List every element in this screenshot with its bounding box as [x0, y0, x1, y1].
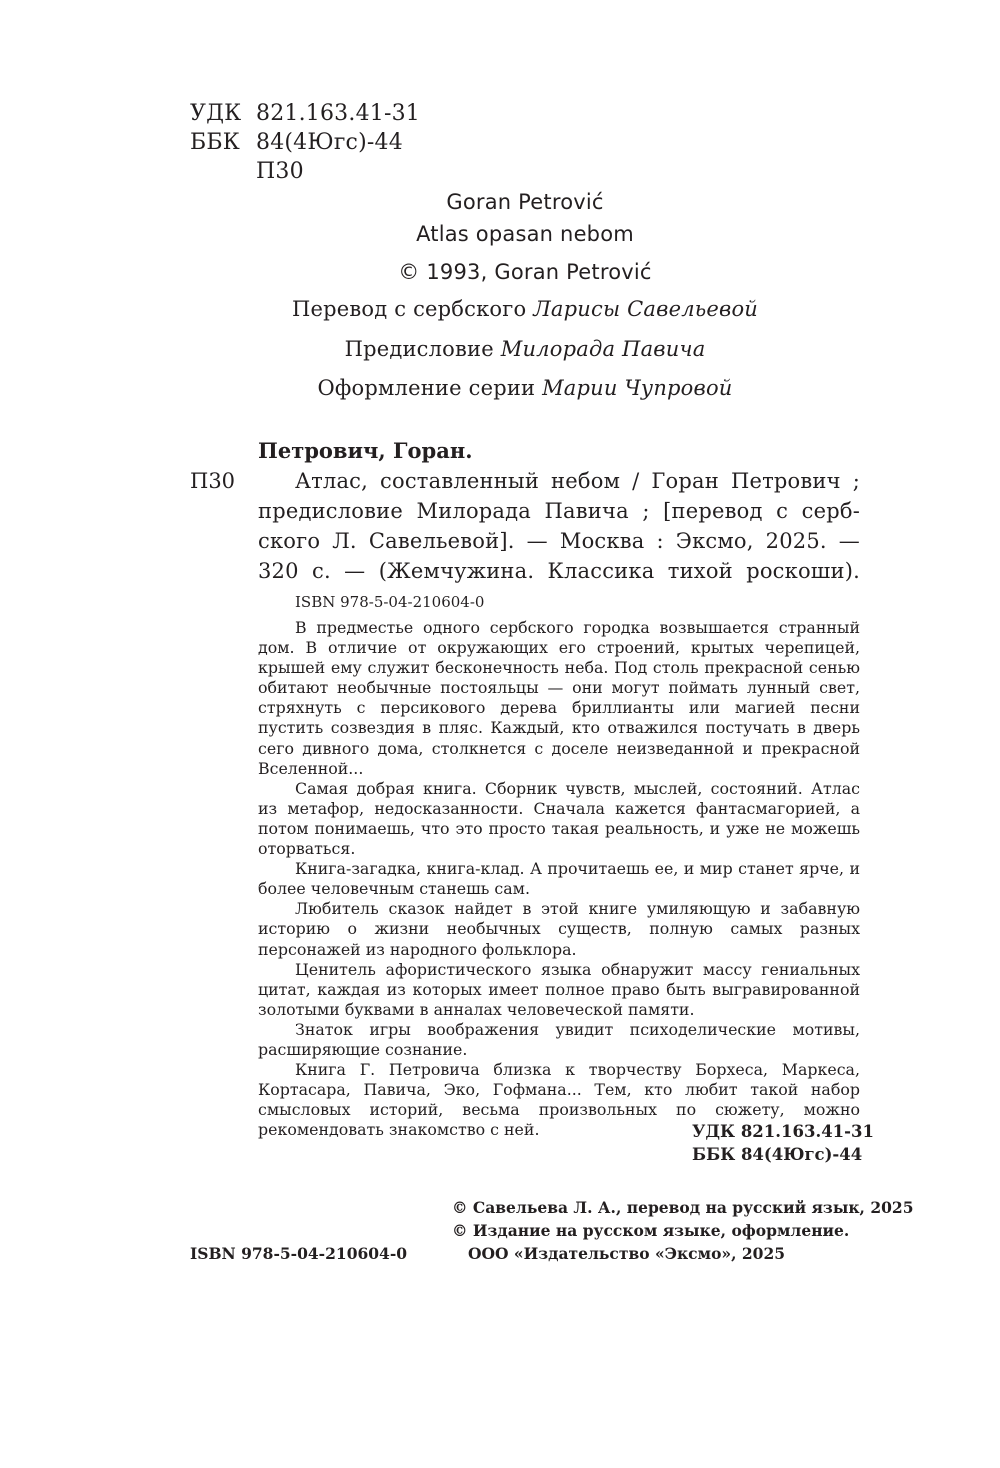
author-mark: П30 — [256, 159, 304, 184]
bbk-line — [190, 128, 403, 157]
annotation-paragraph: Любитель сказок найдет в этой книге умиляющую и забавную историю о жизни необычных существ, полную самых разных персонажей из народного фольклора. — [258, 899, 860, 959]
udk-key: УДК — [190, 101, 242, 126]
foreword-prefix: Предисловие — [344, 337, 501, 361]
design-prefix: Оформление серии — [317, 376, 543, 400]
foreword-credit — [190, 330, 860, 369]
bbk-key: ББК — [190, 130, 240, 155]
bbk-value: 84(4Югс)-44 — [256, 130, 403, 155]
copyright-translation: © Савельева Л. А., перевод на русский язык, 2025 — [452, 1198, 914, 1217]
record-line: Атлас, составленный небом / Горан Петрович ; — [295, 469, 860, 493]
foreword-author: Милорада Павича — [500, 337, 706, 361]
annotation — [258, 618, 860, 1140]
annotation-paragraph: В предместье одного сербского городка возвышается странный дом. В отличие от окружающих его строений, крытых черепицей, крышей ему служит бесконечность неба. Под столь прекрасной сенью обитают необычные постояльцы — они могут поймать лунный свет, стряхнуть с персикового дерева бриллианты или магией песни пустить созвездия в пляс. Каждый, кто отважился постучать в дверь сего дивного дома, столкнется с доселе неизведанной и прекрасной Вселенной... — [258, 618, 860, 778]
original-author: Goran Petrović — [446, 190, 604, 214]
copyright-edition: © Издание на русском языке, оформление. — [452, 1221, 850, 1240]
udk-value: 821.163.41-31 — [256, 101, 420, 126]
record-author-heading: Петрович, Горан. — [258, 438, 473, 463]
annotation-paragraph: Знаток игры воображения увидит психоделические мотивы, расширяющие сознание. — [258, 1019, 860, 1059]
translation-credit — [190, 290, 860, 329]
original-title: Atlas opasan nebom — [416, 222, 634, 246]
record-line: 320 с. — (Жемчужина. Классика тихой роскоши). — [258, 559, 860, 583]
design-credit — [190, 369, 860, 408]
annotation-paragraph: Ценитель афористического языка обнаружит массу гениальных цитат, каждая из которых имеет полное право быть выгравированной золотыми буквами в анналах человеческой памяти. — [258, 959, 860, 1019]
record-code: П30 — [190, 469, 236, 493]
translator-name: Ларисы Савельевой — [533, 297, 759, 321]
record-description — [258, 466, 860, 586]
footer-isbn: ISBN 978-5-04-210604-0 — [190, 1244, 408, 1263]
bottom-udk: УДК 821.163.41-31 — [692, 1122, 874, 1141]
designer-name: Марии Чупровой — [542, 376, 733, 400]
publisher-line: ООО «Издательство «Эксмо», 2025 — [468, 1244, 786, 1263]
record-line: ского Л. Савельевой]. — Москва : Эксмо, 2025. — — [258, 529, 860, 553]
udk-line — [190, 99, 420, 128]
original-copyright: © 1993, Goran Petrović — [398, 260, 652, 284]
bottom-bbk: ББК 84(4Югс)-44 — [692, 1145, 863, 1164]
annotation-paragraph: Книга Г. Петровича близка к творчеству Борхеса, Маркеса, Кортасара, Павича, Эко, Гофмана... Тем, кто любит такой набор смысловых историй, весьма произвольных по сюжету, можно рекомендовать знакомство с ней. — [258, 1060, 860, 1140]
record-isbn: ISBN 978-5-04-210604-0 — [295, 593, 485, 611]
annotation-paragraph: Книга-загадка, книга-клад. А прочитаешь ее, и мир станет ярче, и более человечным станешь сам. — [258, 859, 860, 899]
annotation-paragraph: Самая добрая книга. Сборник чувств, мыслей, состояний. Атлас из метафор, недосказанности. Сначала кажется фантасмагорией, а потом понимаешь, что это просто такая реальность, и уже не можешь оторваться. — [258, 778, 860, 859]
record-line: предисловие Милорада Павича ; [перевод с серб- — [258, 499, 860, 523]
translation-prefix: Перевод с сербского — [291, 297, 534, 321]
